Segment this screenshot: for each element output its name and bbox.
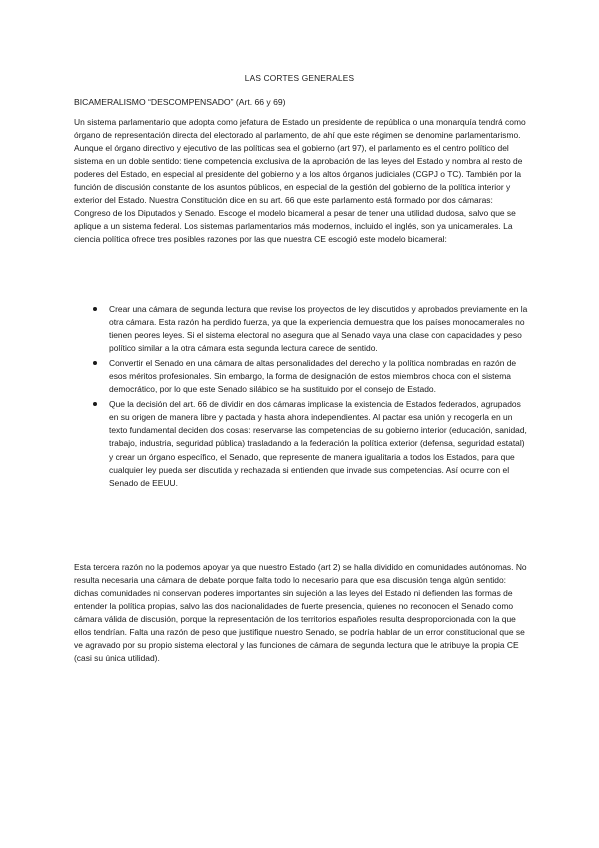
paragraph-conclusion: Esta tercera razón no la podemos apoyar ya que nuestro Estado (art 2) se halla dividido en comunidades autónomas. No resulta necesaria una cámara de debate porque falta todo lo necesario para que esa discusión tenga algún sentido: dichas comunidades ni conservan poderes importantes sin sujeción a las leyes del Estado ni defienden las formas de entender la política propias, salvo las dos nacionalidades de fuerte presencia, quienes no reconocen el Senado como cámara válida de discusión, porque la representación de los territorios españoles resulta desproporcionada con la que ellos tendrían. Falta una razón de peso que justifique nuestro Senado, se podría hablar de un error constitucional que se ve agravado por su propio sistema electoral y las funciones de cámara de segunda lectura que le atribuye la propia CE (casi su única utilidad). xyxy=(74,562,527,664)
list-item xyxy=(74,303,530,355)
paragraph-intro: Un sistema parlamentario que adopta como jefatura de Estado un presidente de república o una monarquía tendrá como órgano de representación directa del electorado al parlamento, de ahí que este régimen se denomine parlamentarismo. Aunque el órgano directivo y ejecutivo de las políticas sea el gobierno (art 97), el parlamento es el centro político del sistema en un doble sentido: tiene competencia exclusiva de la aprobación de las leyes del Estado y nombra al resto de poderes del Estado, en especial al presidente del gobierno y a los altos órganos judiciales (CGPJ o TC). También por la función de discusión constante de los asuntos públicos, en especial de la gestión del gobierno de la política interior y exterior del Estado. Nuestra Constitución dice en su art. 66 que este parlamento está formado por dos cámaras: Congreso de los Diputados y Senado. Escoge el modelo bicameral a pesar de tener una utilidad dudosa, salvo que se aplique a un sistema federal. Los sistemas parlamentarios más modernos, incluido el inglés, son ya unicamerales. La ciencia política ofrece tres posibles razones por las que nuestra CE escogió este modelo bicameral: xyxy=(74,117,526,245)
list-item-text: Convertir el Senado en una cámara de altas personalidades del derecho y la política nombradas en razón de esos méritos profesionales. Sin embargo, la forma de designación de estos miembros choca con el sistema democrático, por lo que este Senado silábico se ha sustituido por el consejo de Estado. xyxy=(109,358,517,395)
bullet-icon xyxy=(93,307,97,311)
list-item-text: Que la decisión del art. 66 de dividir en dos cámaras implicase la existencia de Estados federados, agrupados en su origen de manera libre y pactada y hasta ahora independientes. Al pactar esa unión y recogerla en un texto fundamental deciden dos cosas: reservarse las competencias de su gobierno interior (educación, sanidad, trabajo, industria, seguridad pública) trasladando a la federación la política exterior (defensa, seguridad estatal) y crear un órgano específico, el Senado, que represente de manera igualitaria a todos los Estados, para que cualquier ley pueda ser discutida y rechazada si entienden que invade sus competencias. Así ocurre con el Senado de EEUU. xyxy=(109,399,527,488)
section-heading: BICAMERALISMO “DESCOMPENSADO” (Art. 66 y 69) xyxy=(74,97,286,107)
bullet-icon xyxy=(93,361,97,365)
list-item xyxy=(74,357,530,396)
list-item xyxy=(74,398,530,489)
document-title: LAS CORTES GENERALES xyxy=(244,73,355,83)
reasons-list xyxy=(74,303,530,492)
bullet-icon xyxy=(93,402,97,406)
list-item-text: Crear una cámara de segunda lectura que revise los proyectos de ley discutidos y aprobados previamente en la otra cámara. Esta razón ha perdido fuerza, ya que la experiencia demuestra que los países monocamerales no tienen peores leyes. Si el sistema electoral no asegura que al Senado vaya una clase con capacidades y peso político similar a la otra cámara esta segunda lectura carece de sentido. xyxy=(109,304,528,354)
